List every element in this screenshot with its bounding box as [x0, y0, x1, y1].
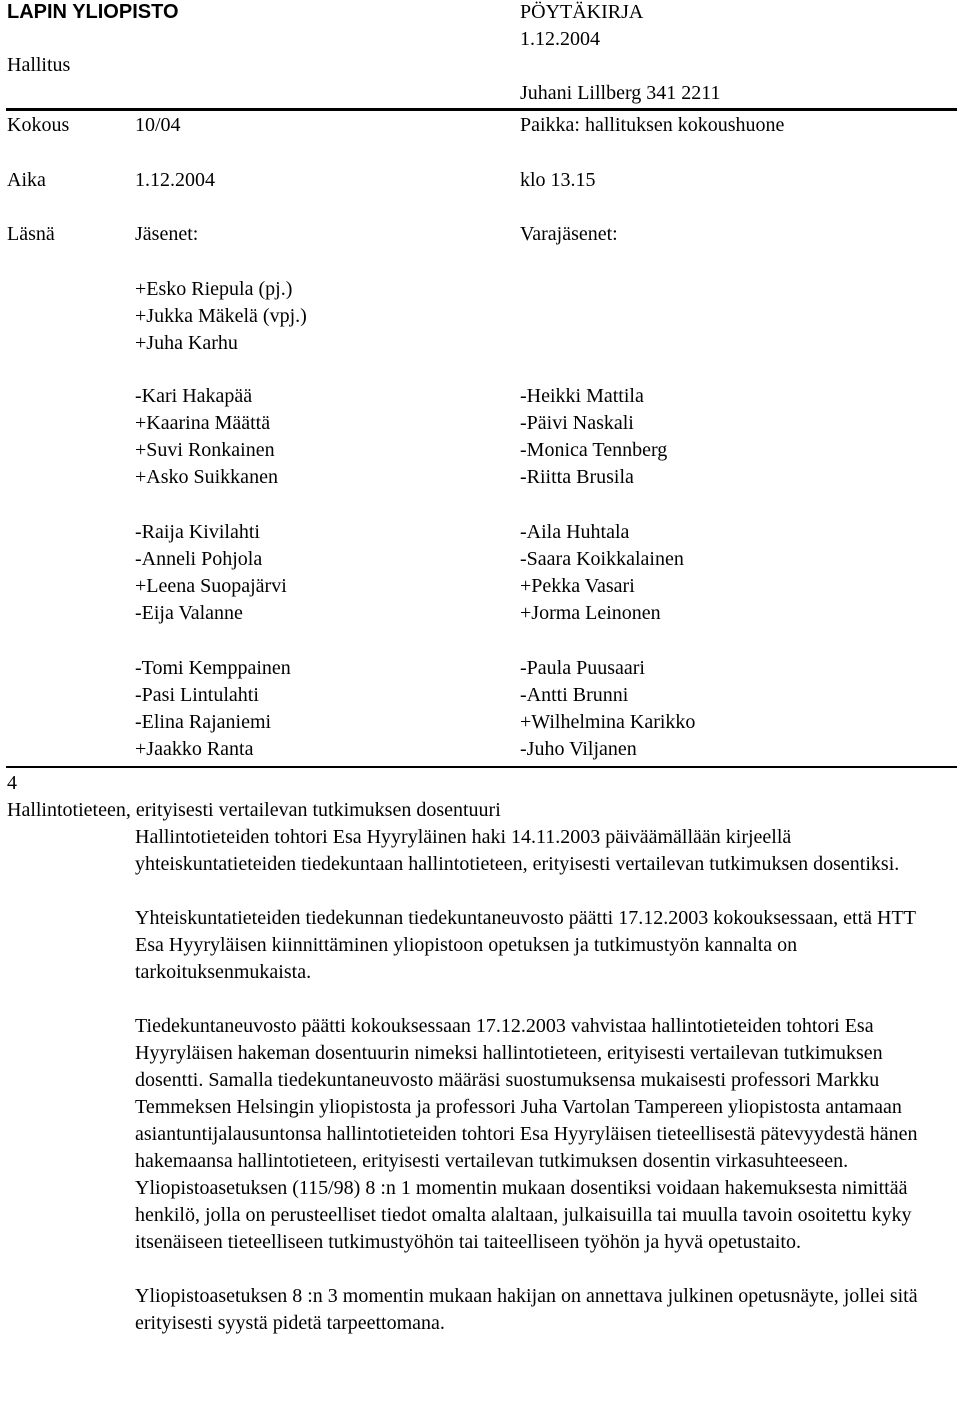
members-heading: Jäsenet: [135, 223, 199, 245]
list-item: +Pekka Vasari [520, 575, 635, 597]
officers-list [135, 276, 307, 357]
list-item: -Pasi Lintulahti [135, 684, 259, 706]
aika-date: 1.12.2004 [135, 169, 215, 191]
paragraph: Yliopistoasetuksen 8 :n 3 momentin mukaan hakijan on annettava julkinen opetusnäyte, jollei sitä erityisesti syystä pidetä tarpeettomana. [135, 1285, 918, 1334]
list-item: -Kari Hakapää [135, 385, 253, 407]
list-item: -Eija Valanne [135, 602, 243, 624]
list-item: -Anneli Pohjola [135, 548, 263, 570]
paragraph: Tiedekuntaneuvosto päätti kokouksessaan 17.12.2003 vahvistaa hallintotieteiden tohtori Esa Hyyryläisen hakeman dosentuurin nimeksi hallintotieteen, erityisesti vertailevan tutkimuksen dosentti. Samalla tiedekuntaneuvosto määräsi suostumuksensa mukaisesti professori Markku Temmeksen Helsingin yliopistosta ja professori Juha Vartolan Tampereen yliopistosta antamaan asiantuntijalausuntonsa hallintotieteiden tohtori Esa Hyyryläisen tieteellisestä pätevyydestä hänen hakemaansa hallintotieteen, erityisesti vertailevan tutkimuksen dosentin virkasuhteeseen. Yliopistoasetuksen (115/98) 8 :n 1 momentin mukaan dosentiksi voidaan hakemuksesta nimittää henkilö, jolla on perusteelliset tiedot omalta alaltaan, julkaisuilla tai muulla tavoin osoitettu kyky itsenäiseen tieteelliseen tutkimustyöhön tai taiteelliseen työhön ja hyvä opetustaito. [135, 1015, 918, 1253]
list-item: +Leena Suopajärvi [135, 575, 287, 597]
list-item: -Saara Koikkalainen [520, 548, 684, 570]
list-item: +Jorma Leinonen [520, 602, 661, 624]
section-body [135, 824, 947, 1337]
members-group-1 [135, 383, 278, 491]
list-item: -Raija Kivilahti [135, 521, 260, 543]
aika-label: Aika [7, 169, 46, 191]
list-item: -Heikki Mattila [520, 385, 644, 407]
list-item: -Paula Puusaari [520, 657, 645, 679]
lasna-label: Läsnä [7, 223, 55, 245]
document-date: 1.12.2004 [520, 28, 600, 50]
issuing-body: Hallitus [7, 54, 71, 76]
kokous-label: Kokous [7, 114, 70, 136]
list-item: +Juha Karhu [135, 332, 238, 354]
list-item: +Jaakko Ranta [135, 738, 254, 760]
paragraph: Hallintotieteiden tohtori Esa Hyyryläinen haki 14.11.2003 päiväämällään kirjeellä yhteiskuntatieteiden tiedekuntaan hallintotieteen, erityisesti vertailevan tutkimuksen dosentiksi. [135, 826, 900, 875]
deputies-group-1 [520, 383, 667, 491]
members-group-3 [135, 655, 291, 763]
section-title: Hallintotieteen, erityisesti vertailevan tutkimuksen dosentuuri [7, 799, 501, 821]
list-item: -Tomi Kemppainen [135, 657, 291, 679]
list-item: -Päivi Naskali [520, 412, 634, 434]
list-item: -Riitta Brusila [520, 466, 634, 488]
list-item: -Aila Huhtala [520, 521, 630, 543]
header-divider [6, 108, 957, 111]
list-item: +Esko Riepula (pj.) [135, 278, 293, 300]
deputies-heading: Varajäsenet: [520, 223, 618, 245]
deputies-group-3 [520, 655, 695, 763]
kokous-value: 10/04 [135, 114, 181, 136]
paragraph: Yhteiskuntatieteiden tiedekunnan tiedekuntaneuvosto päätti 17.12.2003 kokouksessaan, että HTT Esa Hyyryläisen kiinnittäminen yliopistoon opetuksen ja tutkimustyön kannalta on tarkoituksenmukaista. [135, 907, 916, 983]
list-item: +Jukka Mäkelä (vpj.) [135, 305, 307, 327]
list-item: +Kaarina Määttä [135, 412, 271, 434]
document-type: PÖYTÄKIRJA [520, 1, 644, 23]
members-group-2 [135, 519, 287, 627]
list-item: +Asko Suikkanen [135, 466, 278, 488]
list-item: -Elina Rajaniemi [135, 711, 272, 733]
list-item: +Wilhelmina Karikko [520, 711, 696, 733]
meeting-place: Paikka: hallituksen kokoushuone [520, 114, 785, 136]
list-item: +Suvi Ronkainen [135, 439, 275, 461]
aika-time: klo 13.15 [520, 169, 596, 191]
section-divider [6, 766, 957, 768]
university-name: LAPIN YLIOPISTO [7, 1, 179, 23]
section-number: 4 [7, 772, 17, 794]
contact-person: Juhani Lillberg 341 2211 [520, 82, 721, 104]
list-item: -Monica Tennberg [520, 439, 668, 461]
deputies-group-2 [520, 519, 684, 627]
list-item: -Antti Brunni [520, 684, 629, 706]
list-item: -Juho Viljanen [520, 738, 637, 760]
